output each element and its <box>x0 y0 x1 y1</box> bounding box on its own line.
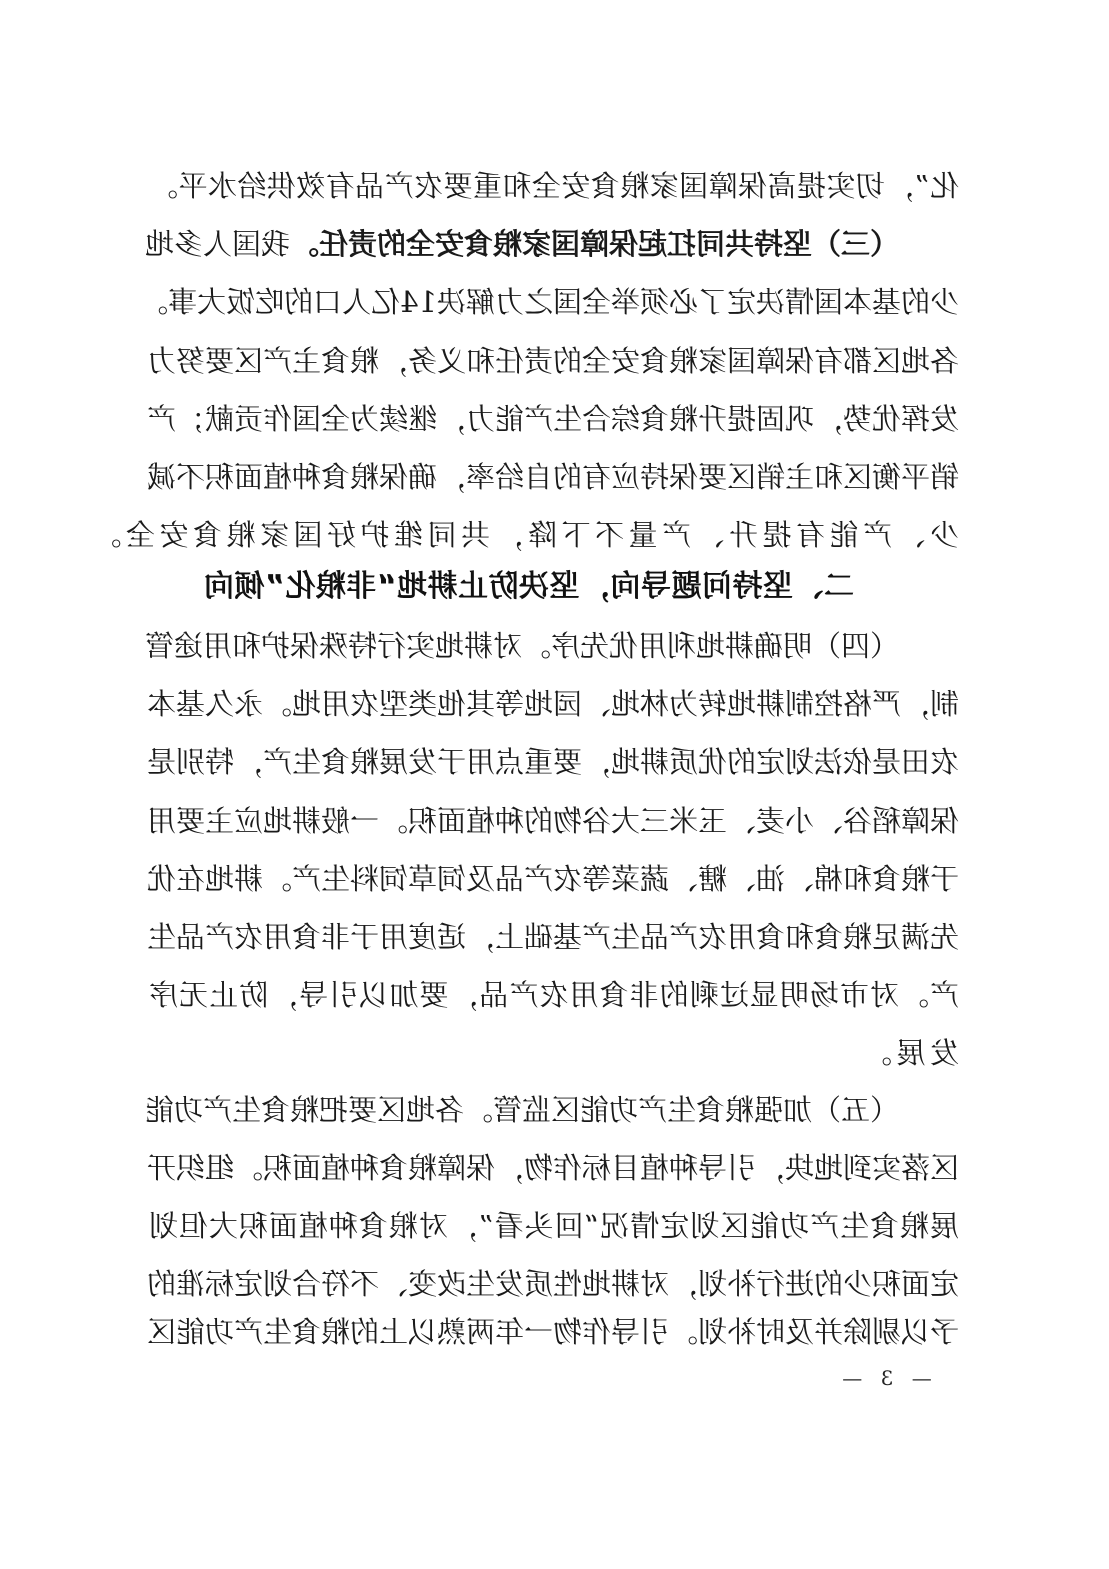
text-line-12: 于粮食和棉、油、糖、蔬菜等农产品及饲草饲料生产。耕地在优 <box>146 862 959 896</box>
text-line-10: 农田是依法划定的优质耕地，要重点用于发展粮食生产，特别是 <box>146 745 959 779</box>
text-line-4: 各地区都有保障国家粮食安全的责任和义务，粮食主产区要努力 <box>146 344 959 378</box>
page-number: — 3 — <box>836 1366 932 1390</box>
text-line-2: （三）坚持共同扛起保障国家粮食安全的责任。我国人多地 <box>144 227 899 261</box>
text-line-18: 展粮食生产功能区划定情况“回头看”，对粮食种植面积大但划 <box>149 1209 959 1243</box>
text-line-1: 化”，切实提高保障国家粮食安全和重要农产品有效供给水平。 <box>149 169 959 203</box>
text-line-19: 定面积少的进行补划，对耕地性质发生改变、不符合划定标准的 <box>146 1267 959 1301</box>
text-line-13: 先满足粮食和食用农产品生产基础上，适度用于非食用农产品生 <box>146 920 959 954</box>
text-line-20: 予以剔除并及时补划。引导作物一年两熟以上的粮食生产功能区 <box>146 1315 959 1349</box>
text-line-8: （四）明确耕地利用优先序。对耕地实行特殊保护和用途管 <box>144 629 899 663</box>
text-line-9: 制，严格控制耕地转为林地、园地等其他类型农用地。永久基本 <box>146 687 959 721</box>
text-line-6: 销平衡区和主销区要保持应有的自给率，确保粮食种植面积不减 <box>146 460 959 494</box>
text-line-14: 产。对市场明显过剩的非食用农产品，要加以引导，防止无序 <box>149 978 959 1012</box>
text-line-16: （五）加强粮食生产功能区监管。各地区要把粮食生产功能 <box>144 1093 899 1127</box>
text-line-7: 少、产能有提升、产量不下降，共同维护好国家粮食安全。 <box>87 518 959 552</box>
section-heading: 二、坚持问题导向，坚决防止耕地“非粮化”倾向 <box>204 569 854 604</box>
text-line-5: 发挥优势，巩固提升粮食综合生产能力，继续为全国作贡献；产 <box>146 402 959 436</box>
text-line-11: 保障稻谷、小麦、玉米三大谷物的种植面积。一般耕地应主要用 <box>146 804 959 838</box>
text-line-17: 区落实到地块，引导种植目标作物，保障粮食种植面积。组织开 <box>146 1151 959 1185</box>
text-line-15: 发展。 <box>858 1036 959 1070</box>
section-3-title: （三）坚持共同扛起保障国家粮食安全的责任。 <box>289 227 899 261</box>
text-line-3: 少的基本国情决定了必须举全国之力解决14亿人口的吃饭大事。 <box>139 285 959 319</box>
